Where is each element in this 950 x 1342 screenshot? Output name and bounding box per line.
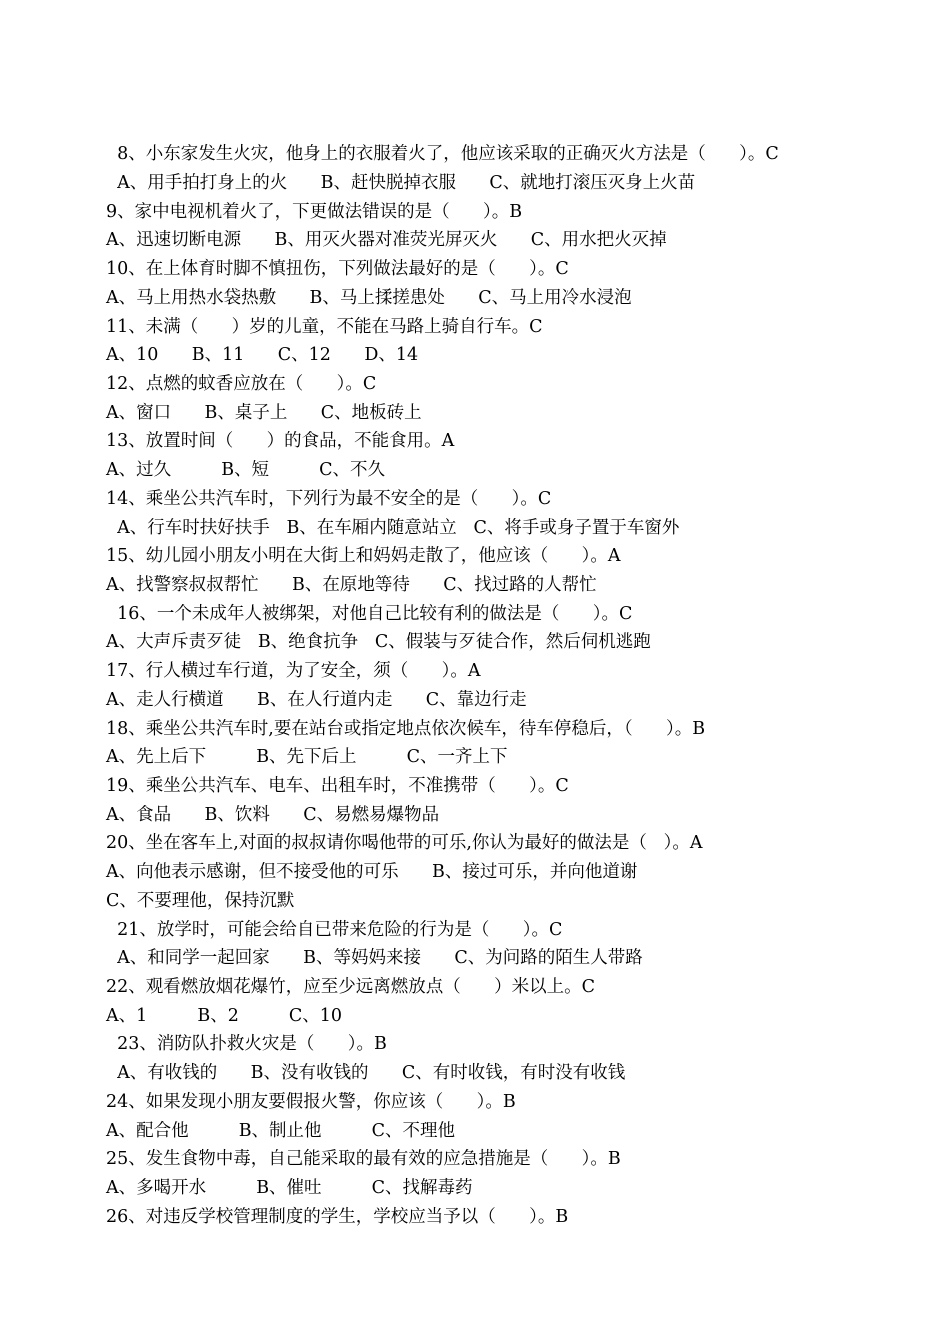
question-19: 19、乘坐公共汽车、电车、出租车时，不准携带（ ）。C	[106, 776, 569, 796]
options-21: A、和同学一起回家 B、等妈妈来接 C、为问路的陌生人带路	[106, 948, 643, 968]
options-23: A、有收钱的 B、没有收钱的 C、有时收钱，有时没有收钱	[106, 1063, 626, 1083]
options-19: A、食品 B、饮料 C、易燃易爆物品	[106, 805, 440, 825]
options-16: A、大声斥责歹徒 B、绝食抗争 C、假装与歹徒合作，然后伺机逃跑	[106, 632, 651, 652]
options-8: A、用手拍打身上的火 B、赶快脱掉衣服 C、就地打滚压灭身上火苗	[106, 173, 696, 193]
options-22: A、1 B、2 C、10	[106, 1006, 343, 1026]
question-15: 15、幼儿园小朋友小明在大街上和妈妈走散了，他应该（ ）。A	[106, 546, 621, 566]
question-26: 26、对违反学校管理制度的学生，学校应当予以（ ）。B	[106, 1207, 569, 1227]
question-25: 25、发生食物中毒，自己能采取的最有效的应急措施是（ ）。B	[106, 1149, 621, 1169]
question-22: 22、观看燃放烟花爆竹，应至少远离燃放点（ ）米以上。C	[106, 977, 596, 997]
question-20: 20、坐在客车上,对面的叔叔请你喝他带的可乐,你认为最好的做法是（ ）。A	[106, 833, 703, 853]
question-16: 16、一个未成年人被绑架，对他自己比较有利的做法是（ ）。C	[106, 604, 633, 624]
options-17: A、走人行横道 B、在人行道内走 C、靠边行走	[106, 690, 527, 710]
question-23: 23、消防队扑救火灾是（ ）。B	[106, 1034, 387, 1054]
options-20-c: C、不要理他，保持沉默	[106, 891, 295, 911]
options-20-ab: A、向他表示感谢，但不接受他的可乐 B、接过可乐，并向他道谢	[106, 862, 638, 882]
question-10: 10、在上体育时脚不慎扭伤，下列做法最好的是（ ）。C	[106, 259, 569, 279]
options-11: A、10 B、11 C、12 D、14	[106, 345, 419, 365]
question-18: 18、乘坐公共汽车时,要在站台或指定地点依次候车，待车停稳后，（ ）。B	[106, 719, 706, 739]
options-15: A、找警察叔叔帮忙 B、在原地等待 C、找过路的人帮忙	[106, 575, 597, 595]
question-17: 17、行人横过车行道，为了安全，须（ ）。A	[106, 661, 481, 681]
options-12: A、窗口 B、桌子上 C、地板砖上	[106, 403, 422, 423]
question-12: 12、点燃的蚊香应放在（ ）。C	[106, 374, 377, 394]
options-25: A、多喝开水 B、催吐 C、找解毒药	[106, 1178, 473, 1198]
options-18: A、先上后下 B、先下后上 C、一齐上下	[106, 747, 508, 767]
options-24: A、配合他 B、制止他 C、不理他	[106, 1121, 456, 1141]
question-14: 14、乘坐公共汽车时，下列行为最不安全的是（ ）。C	[106, 489, 552, 509]
question-13: 13、放置时间（ ）的食品，不能食用。A	[106, 431, 455, 451]
question-21: 21、放学时，可能会给自已带来危险的行为是（ ）。C	[106, 920, 563, 940]
options-10: A、马上用热水袋热敷 B、马上揉搓患处 C、马上用冷水浸泡	[106, 288, 632, 308]
question-11: 11、未满（ ）岁的儿童，不能在马路上骑自行车。C	[106, 317, 543, 337]
question-9: 9、家中电视机着火了，下更做法错误的是（ ）。B	[106, 202, 523, 222]
question-24: 24、如果发现小朋友要假报火警，你应该（ ）。B	[106, 1092, 516, 1112]
options-14: A、行车时扶好扶手 B、在车厢内随意站立 C、将手或身子置于车窗外	[106, 518, 680, 538]
options-9: A、迅速切断电源 B、用灭火器对准荧光屏灭火 C、用水把火灭掉	[106, 230, 667, 250]
question-8: 8、小东家发生火灾，他身上的衣服着火了，他应该采取的正确灭火方法是（ ）。C	[106, 144, 779, 164]
options-13: A、过久 B、短 C、不久	[106, 460, 386, 480]
